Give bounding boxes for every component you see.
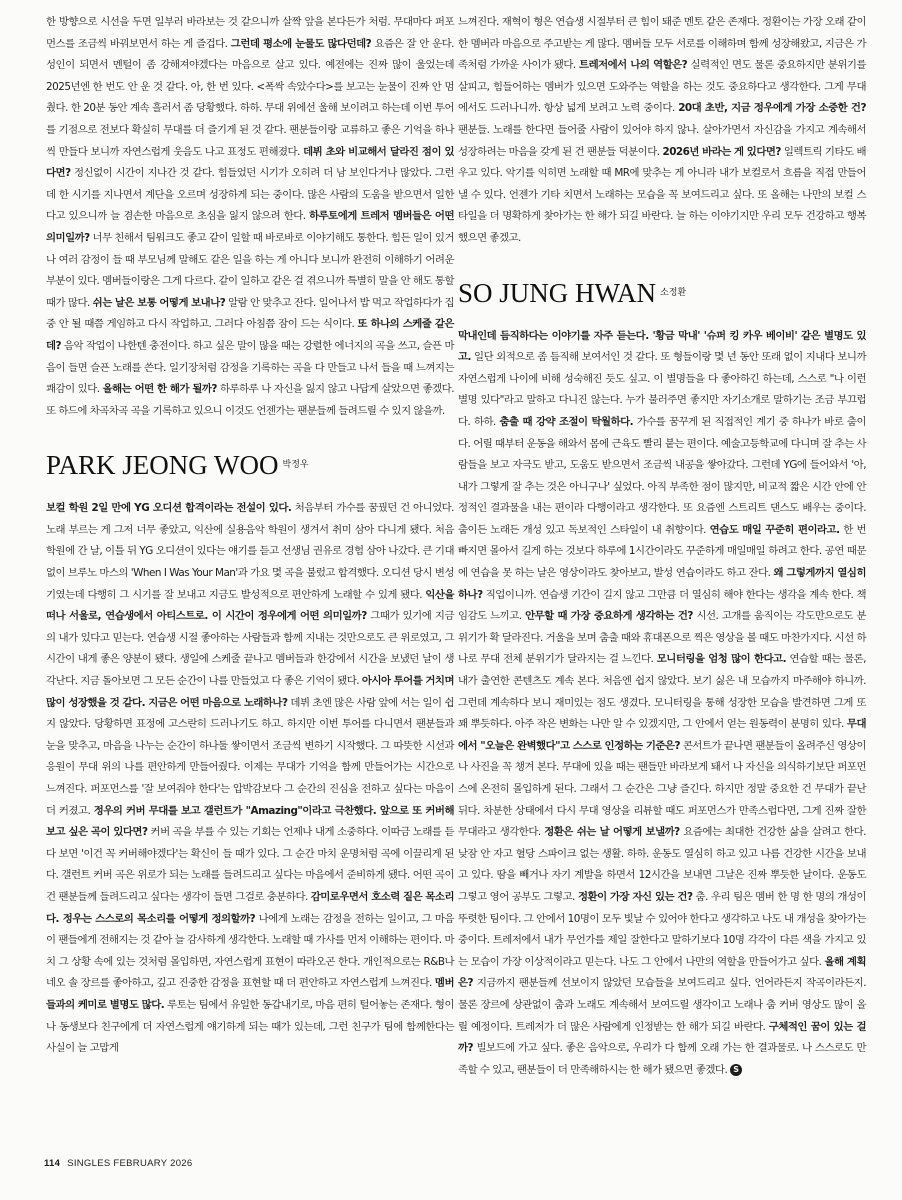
section-title-park-jeong-woo — [46, 450, 454, 480]
answer-text: 연습할 때는 물론, 내가 출연한 콘텐츠도 계속 본다. 처음엔 쉽지 않았다. 보기 싫은 내 모습까지 마주해야 하니까. 그런데 계속하다 보니 재미있는 점도 생겼다. 모니터링을 통해 성장한 모습을 발견하면 그게 또 꽤 뿌듯하다. 아주 작은 변화는 나만 알 수 있겠지만, 그 안에서 얻는 원동력이 분명히 있다. — [458, 653, 866, 731]
section-title-korean: 박정우 — [282, 460, 309, 471]
body-paragraph-left — [46, 498, 454, 1059]
answer-text: 한 번 빠지면 몰아서 길게 하는 것보다 하루에 1시간이라도 꾸준하게 매일매일 하려고 한다. 공연 때문에 연습을 못 하는 날은 영상이라도 찾아보고, 발성 연습이라도 하고 잔다. — [458, 523, 866, 580]
answer-text: 팬분들. 노래를 한다면 들어줄 사람이 있어야 하지 않나. 살아가면서 자신감을 가지고 계속해서 성장하려는 마음을 갖게 된 건 팬분들 덕분이다. — [458, 123, 866, 158]
question-text: 정환은 쉬는 날 어떻게 보낼까? — [544, 826, 680, 839]
question-text: 연습도 매일 꾸준히 편이라고. — [709, 523, 840, 536]
question-text: 정환이 가장 자신 있는 건? — [578, 890, 693, 903]
answer-text: 요즘은 잘 안 운다. 성인이 되면서 멘털이 좀 강해져야겠다는 마음으로 살고 있다. 예전에는 진짜 많이 울었는데 2025년엔 한 번도 안 운 것 같다. 아, 한 번 있다. <폭싹 속았수다>를 보고는 눈물이 진짜 안 멈췄다. 한 20분 동안 계속 흘러서 좀 당황했다. 하하. 무대 위에선 울해 보이려고 하는데 이번 투어를 기점으로 전보다 확실히 무대를 더 즐기게 된 것 같다. 팬분들이랑 교류하고 좋은 기억을 하나씩 만들다 보니까 자연스럽게 웃음도 나고 표정도 편해졌다. — [46, 37, 454, 158]
page-number: 114 — [44, 1158, 61, 1169]
question-text: 왜 그렇게까지 열심히 하나? — [458, 567, 866, 601]
question-text: 막내인데 듬직하다는 이야기를 자주 듣는다. '황금 막내' '슈퍼 킹 카우 베이비' 같은 별명도 있고. — [458, 329, 866, 364]
answer-text: 실력적인 면도 물론 중요하지만 분위기를 살피고, 힘들어하는 멤버가 있으면 도와주는 역할을 하는 것도 중요하다고 생각한다. 그게 무대에서도 드러나니까. 항상 넓게 보려고 노력 중이다. — [458, 59, 866, 115]
question-text: 20대 초반, 지금 정우에게 가장 소중한 건? — [678, 102, 866, 115]
question-text: 2026년 바라는 게 있다면? — [662, 145, 781, 158]
question-text: 보컬 학원 2일 만에 YG 오디션 합격이라는 전설이 있다. — [46, 502, 292, 515]
section-title-text: PARK JEONG WOO — [46, 450, 279, 481]
question-text: 모니터링을 엄청 많이 한다고. — [656, 653, 787, 666]
intro-paragraph-left — [46, 12, 454, 422]
question-text: 트레저에서 나의 역할은? — [579, 59, 688, 72]
intro-paragraph-right — [458, 12, 866, 250]
left-column — [46, 12, 454, 1060]
answer-text: 처음부터 가수를 꿈꿨던 건 아니었다. 노래 부르는 게 그저 너무 좋았고, 익산에 실용음악 학원이 생겨서 취미 삼아 다니게 됐다. 처음 학원에 간 날, 이틀 뒤 YG 오디션이 있다는 얘기를 듣고 선생님 권유로 경험 삼아 나갔다. 큰 기대 없이 브루노 마스의 'When I Was Your Man'과 가요 몇 곡을 불렀고 합격했다. 오디션 당시 변성기였는데 다행히 그 시기를 잘 보내고 지금도 발성적으로 편안하게 노래할 수 있게 됐다. — [46, 502, 454, 601]
answer-text: 시선. 고개를 움직이는 각도만으로도 분위기가 확 달라진다. 거울을 보며 춤출 때와 휴대폰으로 찍은 영상을 볼 때도 마찬가지다. 시선 하나로 무대 전체 분위기가 달라지는 걸 느낀다. — [458, 610, 866, 666]
question-text: 정우의 커버 무대를 보고 갤런트가 "Amazing"이라고 극찬했다. 앞으로 또 커버해보고 싶은 곡이 있다면? — [46, 804, 455, 839]
answer-text: 일단 외적으로 좀 듬직해 보여서인 것 같다. 또 형들이랑 몇 년 동안 또래 없이 지내다 보니까 자연스럽게 나이에 비해 성숙해진 듯도 싶고. 이 별명들을 다 좋아하긴 하는데, 스스로 "나 이런 별명 있다"라고 말하고 다니진 않는다. 누가 불러주면 좋지만 자기소개로 말하기는 조금 부끄럽다. 하하. — [458, 351, 866, 428]
answer-text: 나에게 노래는 감정을 전하는 일이고, 그 마음이 팬들에게 전해지는 것 같아 늘 감사하게 생각한다. 노래할 때 가사를 먼저 이해하는 편이다. 마치 그 상황 속에 있는 것처럼 몰입하면, 자연스럽게 표현이 따라오곤 한다. 개인적으로는 R&B나 네오 솔 장르를 좋아하고, 깊고 진중한 감정을 표현할 때 더 편안하고 자연스럽게 느껴진다. — [46, 912, 454, 990]
answer-text: 하루하루 나 자신을 잃지 않고 나답게 살았으면 좋겠다. 또 하드에 차곡차곡 곡을 기록하고 있으니 이것도 언젠가는 팬분들께 들려드릴 수 있지 않을까. — [46, 383, 454, 417]
answer-text: 느껴진다. 재혁이 형은 연습생 시절부터 큰 힘이 돼준 멘토 같은 존재다. 정환이는 가장 오래 같이한 멤버라 마음으로 주고받는 게 많다. 멤버들 모두 서로를 이해하며 함께 성장해왔고, 지금은 가족처럼 가까운 사이가 됐다. — [458, 16, 866, 72]
question-text: 감미로우면서 호소력 짙은 목소리다. 정우는 스스로의 목소리를 어떻게 정의할까? — [46, 890, 454, 925]
magazine-issue: SINGLES FEBRUARY 2026 — [67, 1158, 193, 1169]
answer-text: 빌보드에 가고 싶다. 좋은 음악으로, 우리가 다 함께 오래 가는 한 결과물로. 나 스스로도 만족할 수 있고, 팬분들이 더 만족해하시는 한 해가 됐으면 좋겠다. — [458, 1042, 866, 1076]
answer-text: 요즘에는 최대한 건강한 삶을 살려고 한다. 낮잠 안 자고 혈당 스파이크 없는 생활. 하하. 운동도 열심히 하고 있고 나름 건강한 시간을 보내고 있다. 땀을 빼거나 자기 계발을 하면서 12시간을 보내면 그날은 진짜 뿌듯한 날이다. 운동도 그렇고 영어 공부도 그렇고. — [458, 826, 866, 903]
right-column — [458, 12, 866, 1081]
question-text: 올해 계획은? — [458, 955, 866, 990]
question-text: 무대에서 "오늘은 완벽했다"고 스스로 인정하는 기준은? — [458, 718, 866, 752]
section-title-korean: 소정환 — [660, 287, 687, 298]
question-text: 하루토에게 트레저 멤버들은 어떤 의미일까? — [46, 210, 454, 244]
answer-text: 데뷔 초엔 많은 사람 앞에 서는 일이 쉽지 않았다. 당황하면 표정에 고스란히 드러나기도 하고. 하지만 이번 투어를 다니면서 팬분들과 눈을 맞추고, 마음을 나누는 순간이 하나둘 쌓이면서 조금씩 변하기 시작했다. 그 따뜻한 시선과 응원이 무대 위의 나를 편안하게 만들어줬다. 이제는 무대가 기억을 함께 만들어가는 시간으로 느껴진다. 퍼포먼스를 '잘 보여줘야 한다'는 압박감보다 그 순간의 진심을 전하고 싶다는 마음이 더 커졌고. — [46, 696, 454, 817]
answer-text: 정신없이 시간이 지나간 것 같다. 힘들었던 시기가 오히려 더 남 보인다거나 많았다. 그런데 한 시기를 지나면서 계단을 오르며 성장하게 되는 중이다. 많은 사람의 도움을 받으면서 일한다고 있으니까 늘 겸손한 마음으로 초심을 잃지 않으려 한다. — [46, 167, 454, 223]
question-text: 그런데 평소에 눈물도 많다던데? — [230, 37, 372, 50]
question-text: 아시아 투어를 거치며 많이 성장했을 것 같다. 지금은 어떤 마음으로 노래하나? — [46, 675, 454, 709]
end-mark-icon: S — [730, 1064, 742, 1076]
answer-text: 커버 곡을 부를 수 있는 기회는 언제나 내게 소중하다. 이따금 노래를 듣다 보면 '이건 꼭 커버해야겠다'는 확신이 들 때가 있다. 그 순간 마치 운명처럼 곡에 이끌리게 된다. 갤런트 커버 곡은 위로가 되는 노래를 들려드리고 싶다는 마음에서 준비하게 됐다. 어떤 곡이건 팬분들께 들려드리고 싶다는 생각이 들면 그걸로 충분하다. — [46, 826, 455, 903]
question-text: 익산을 떠나 서울로, 연습생에서 아티스트로. 이 시간이 정우에게 어떤 의미일까? — [46, 588, 454, 623]
question-text: 안무할 때 가장 중요하게 생각하는 건? — [525, 610, 693, 623]
question-text: 멤버들과의 케미로 별명도 많다. — [46, 977, 454, 1011]
answer-text: 그때가 있기에 지금의 내가 있다고 믿는다. 연습생 시절 좋아하는 사람들과 함께 지내는 것만으로도 큰 위로였고, 그 시간이 내게 좋은 양분이 됐다. 생일에 스케줄 끝나고 멤버들과 한강에서 시간을 보냈던 날이 생각난다. 지금 돌아보면 그 모든 순간이 나를 만들었고 다 좋은 기억이 됐다. — [46, 610, 454, 688]
answer-text: 너무 친해서 팀워크도 좋고 같이 일할 때 바로바로 이야기해도 통한다. 힘든 일이 있거나 여러 감정이 들 때 부모님께 말해도 같은 일을 하는 게 아니다 보니까 완전히 이해하기 어려운 부분이 있다. 멤버들이랑은 그게 다르다. 같이 일하고 같은 걸 겪으니까 특별히 말을 안 해도 통할 때가 많다. — [46, 231, 454, 309]
answer-text: 음악 작업이 나한텐 충전이다. 하고 싶은 말이 많을 때는 강렬한 에너지의 곡을 쓰고, 슬픈 마음이 들면 슬픈 노래를 쓴다. 일기장처럼 감정을 기록하는 곡을 다 만들고 나서 들을 때 느껴지는 쾌감이 있다. — [46, 339, 454, 396]
answer-text: 가수를 꿈꾸게 된 직접적인 계기 중 하나가 바로 춤이다. 어릴 때부터 운동을 해와서 몸에 근육도 빨리 붙는 편이다. 예술고등학교에 다니며 잘 추는 사람들을 보고 자극도 받고, 도움도 받으면서 조금씩 내공을 쌓아갔다. 그런데 YG에 들어와서 '아, 내가 그렇게 잘 추는 것은 아니구나' 싶었다. 아직 부족한 점이 많지만, 비교적 짧은 시간 안에 안정적인 결과물을 내는 편이라 다행이라고 생각한다. 또 요즘엔 스트리트 댄스도 배우는 중이다. 춤이든 노래든 개성 있고 독보적인 스타일이 내 취향이다. — [458, 415, 866, 536]
body-paragraph-right — [458, 326, 866, 1082]
section-title-text: SO JUNG HWAN — [458, 277, 657, 308]
answer-text: 지금까지 팬분들께 선보이지 않았던 모습들을 보여드리고 싶다. 언어라든지 작곡이라든지. 물론 장르에 상관없이 춤과 노래도 계속해서 보여드릴 생각이고 노래나 춤 커버 영상도 많이 올릴 예정이다. 트레저가 더 많은 사람에게 인정받는 한 해가 되길 바란다. — [458, 977, 866, 1033]
answer-text: 한 방향으로 시선을 두면 일부러 바라보는 것 같으니까 살짝 앞을 본다든가 처럼. 무대마다 퍼포먼스를 조금씩 바꿔보면서 하는 게 즐겁다. — [46, 16, 454, 50]
question-text: 쉬는 날은 보통 어떻게 보내나? — [92, 296, 226, 309]
question-text: 또 하나의 스케줄 같은데? — [46, 318, 454, 352]
body-text-right — [458, 330, 866, 1076]
answer-text: 직업이니까. 연습생 기간이 길지 않고 그만큼 더 열심히 해야 한다는 생각을 계속 한다. 책임감도 느끼고. — [458, 588, 866, 623]
section-title-so-jung-hwan — [458, 278, 866, 308]
answer-text: 일렉트릭 기타도 배우고 있다. 악기를 익히면 노래할 때 MR에 맞추는 게 아니라 내가 보컬로서 흐름을 직접 만들어낼 수 있다. 언젠가 기타 치면서 노래하는 모습을 꼭 보여드리고 싶다. 또 올해는 나만의 보컬 스타일을 더 명확하게 찾아가는 한 해가 되길 바란다. 늘 하는 이야기지만 우리 모두 건강하고 행복했으면 좋겠고. — [458, 145, 866, 244]
answer-text: 콘서트가 끝나면 팬분들이 올려주신 영상이나 사진을 꼭 챙겨 본다. 무대에 있을 때는 팬들만 바라보게 돼서 나 자신을 의식하기보단 퍼포먼스에 온전히 몰입하게 된다. 그래서 그 순간은 그냥 즐긴다. 하지만 정말 중요한 건 무대가 끝난 뒤다. 차분한 상태에서 다시 무대 영상을 리뷰할 때도 퍼포먼스가 만족스럽다면, 그게 진짜 잘한 무대라고 생각한다. — [458, 739, 866, 839]
answer-text: 알람 안 맞추고 잔다. 일어나서 밥 먹고 작업하다가 집중 안 될 때쯤 게임하고 다시 작업하고. 그러다 아침쯤 잠이 드는 식이다. — [46, 296, 454, 331]
page-footer — [44, 1158, 192, 1169]
question-text: 올해는 어떤 한 해가 될까? — [102, 383, 217, 396]
question-text: 구체적인 꿈이 있는 걸까? — [458, 1020, 866, 1055]
question-text: 데뷔 초와 비교해서 달라진 점이 있다면? — [46, 145, 455, 180]
question-text: 춤출 때 강약 조절이 탁월하다. — [499, 415, 634, 428]
answer-text: 루토는 팀에서 유일한 동갑내기로, 마음 편히 털어놓는 존재다. 형이나 동생보다 친구에게 더 자연스럽게 얘기하게 되는 때가 있는데, 그런 친구가 팀에 함께한다는 사실이 늘 고맙게 — [46, 998, 454, 1055]
answer-text: 춤. 우리 팀은 멤버 한 명 한 명의 개성이 뚜렷한 팀이다. 그 안에서 10명이 모두 빛날 수 있어야 한다고 생각하고 나도 내 개성을 찾아가는 중이다. 트레저에서 내가 무언가를 제일 잘한다고 말하기보다 10명 각각이 다른 색을 가지고 있는 모습이 가장 이상적이라고 믿는다. 나도 그 안에서 나만의 역할을 만들어가고 싶다. — [458, 890, 866, 968]
